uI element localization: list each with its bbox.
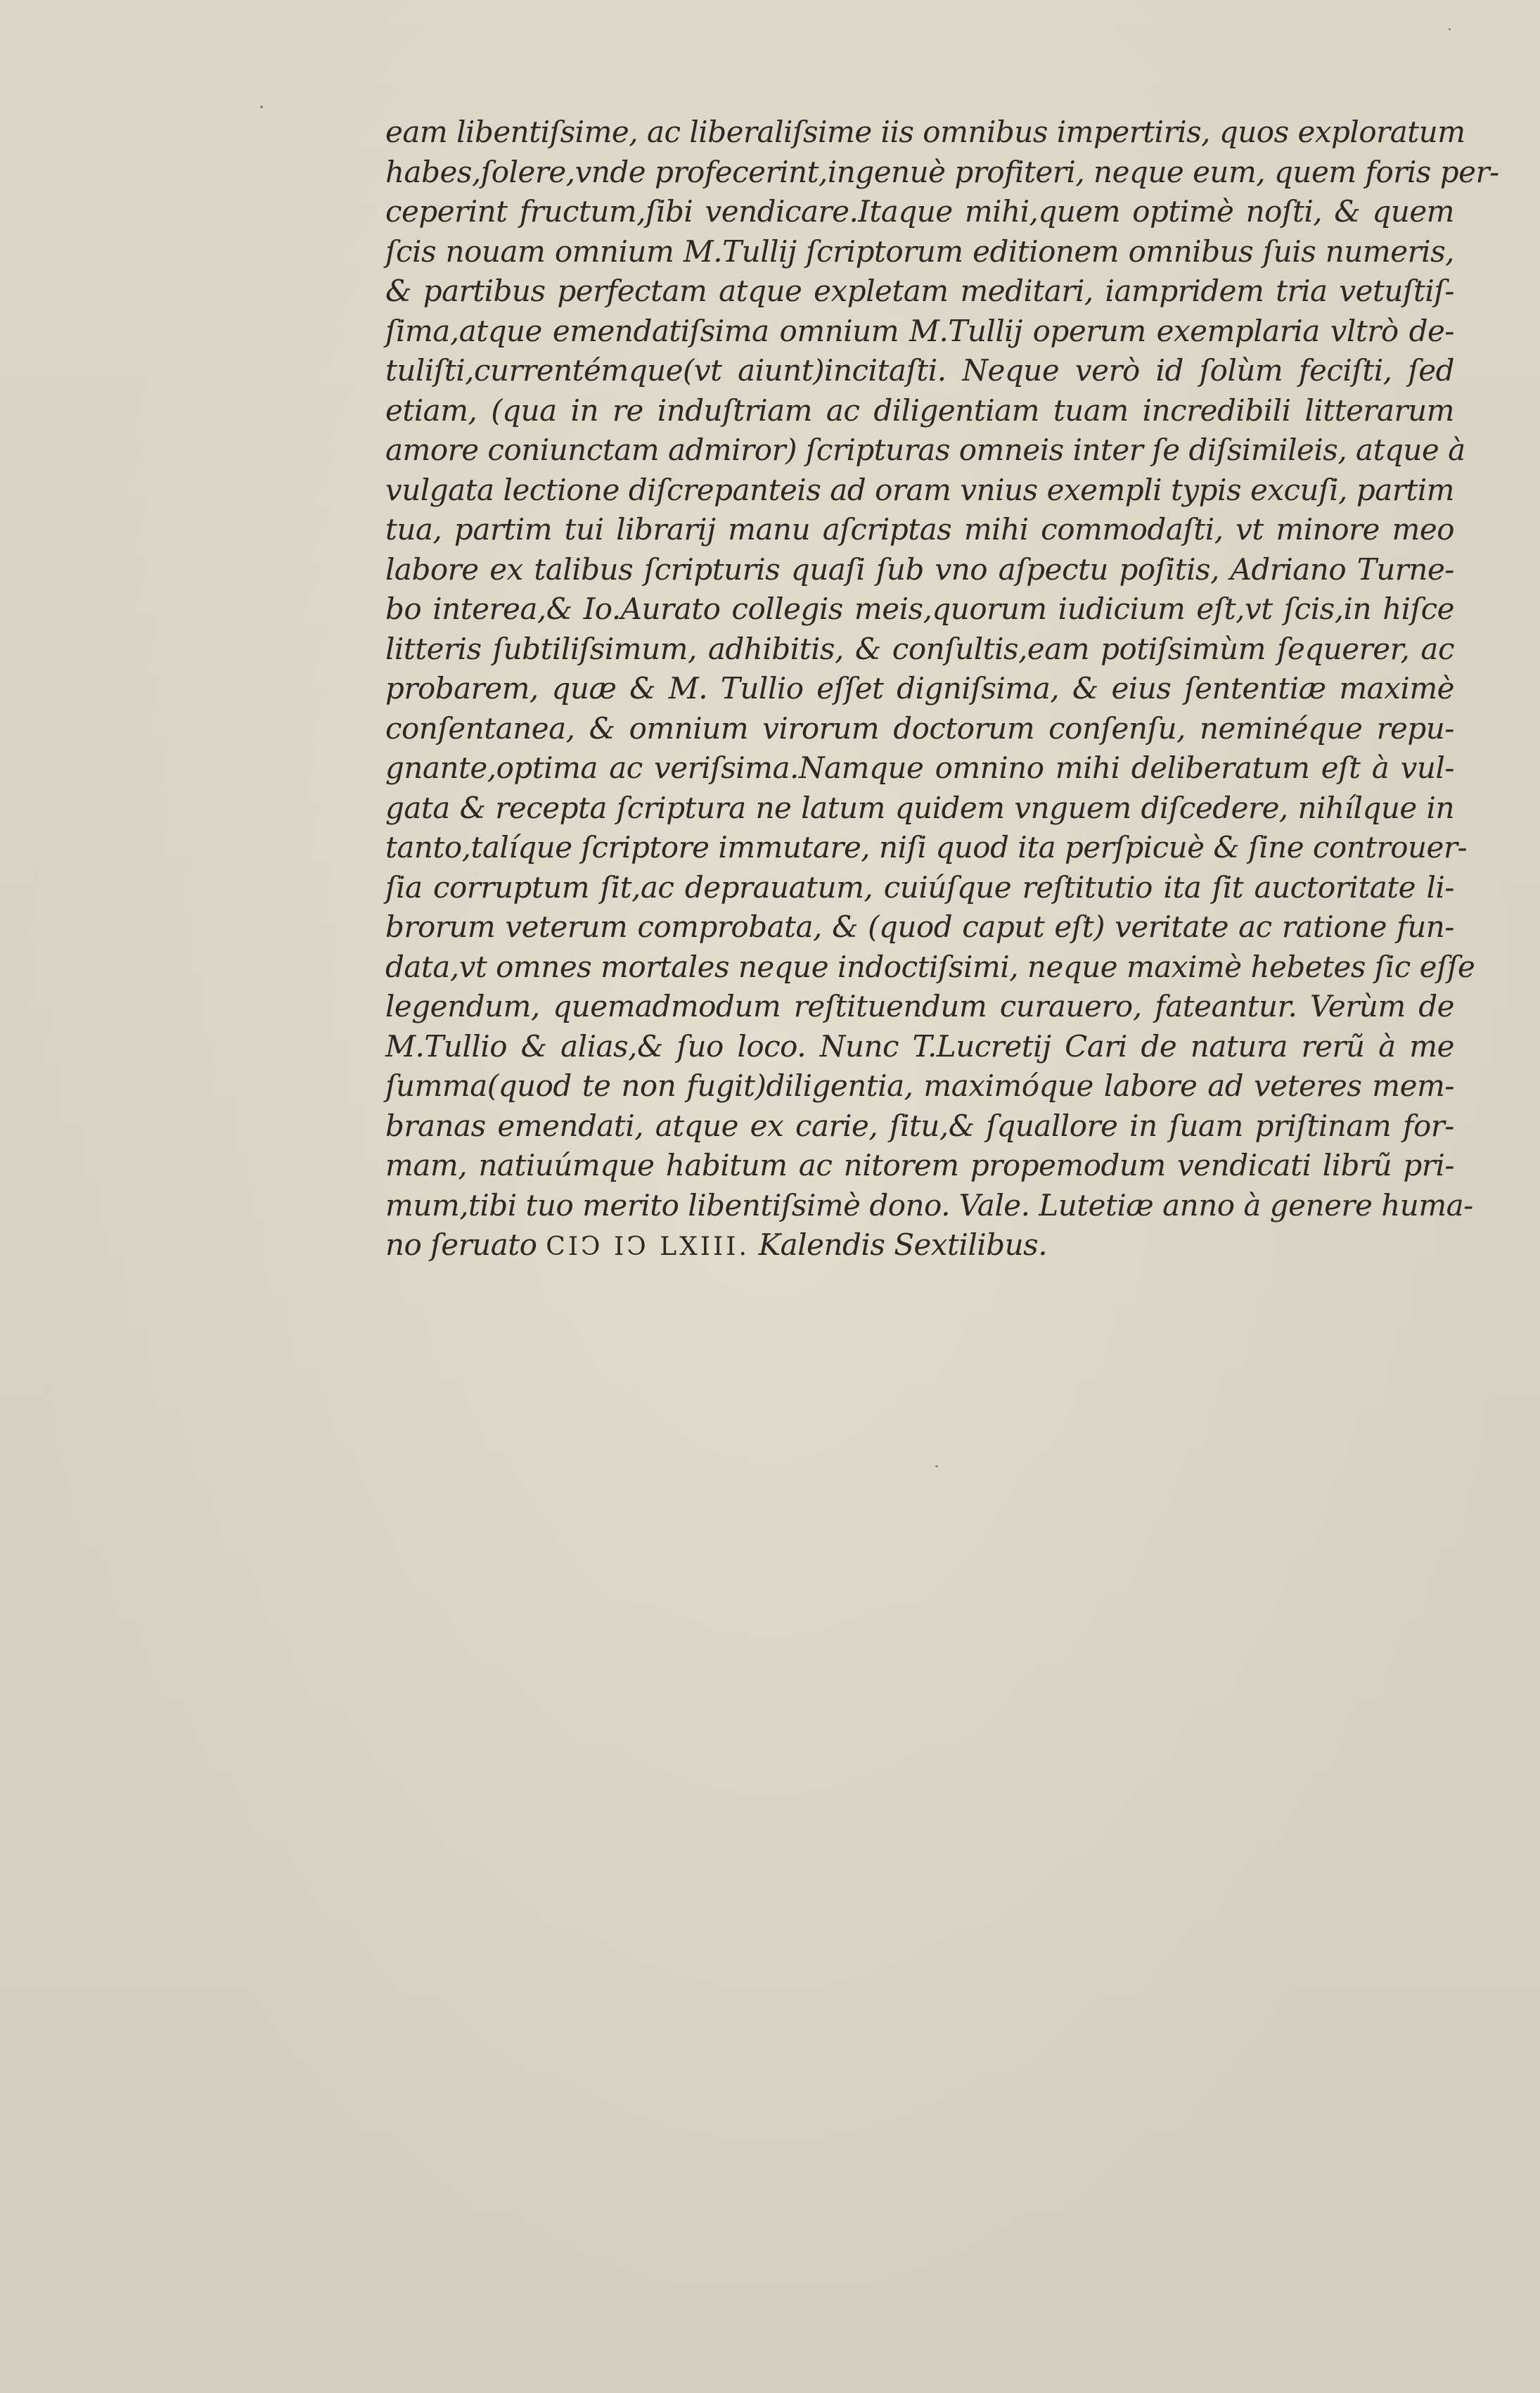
closing-date: Kalendis Sextilibus. <box>758 1227 1048 1262</box>
text-line: amore coniunctam admiror) ſcripturas omneis inter ſe diſsimileis, atque à <box>385 433 1465 467</box>
text-line: gata & recepta ſcriptura ne latum quidem vnguem diſcedere, nihílque in <box>385 790 1454 825</box>
text-line: labore ex talibus ſcripturis quaſi ſub vno aſpectu poſitis, Adriano Turne- <box>385 551 1454 587</box>
letter-text <box>385 113 1499 1265</box>
text-line: M.Tullio & alias,& ſuo loco. Nunc T.Lucretij Cari de natura rerũ à me <box>385 1028 1454 1064</box>
paper-speck <box>1449 28 1451 30</box>
text-line: ceperint fructum,ſibi vendicare.Itaque mihi,quem optimè noſti, & quem <box>385 194 1454 229</box>
text-line: vulgata lectione diſcrepanteis ad oram vnius exempli typis excuſi, partim <box>385 472 1454 507</box>
closing-prefix: no ſeruato <box>385 1227 537 1262</box>
text-line: legendum, quemadmodum reſtituendum curauero, fateantur. Verùm de <box>385 989 1454 1023</box>
text-line: etiam, (qua in re induſtriam ac diligentiam tuam incredibili litterarum <box>385 393 1454 428</box>
closing-year: CIↃ IↃ LXIII. <box>546 1232 750 1261</box>
text-line: tuliſti,currentémque(vt aiunt)incitaſti. Neque verò id ſolùm feciſti, ſed <box>385 353 1454 388</box>
text-line: brorum veterum comprobata, & (quod caput eſt) veritate ac ratione fun- <box>385 910 1454 944</box>
text-line: mum,tibi tuo merito libentiſsimè dono. Vale. Lutetiæ anno à genere huma- <box>385 1187 1473 1223</box>
paper-speck <box>260 106 263 108</box>
text-line: eam libentiſsime, ac liberaliſsime iis omnibus impertiris, quos exploratum <box>385 115 1465 149</box>
text-line: branas emendati, atque ex carie, ſitu,& ſquallore in ſuam priſtinam for- <box>385 1108 1454 1143</box>
text-line: habes,ſolere,vnde profecerint,ingenuè profiteri, neque eum, quem foris per- <box>385 154 1499 189</box>
text-line: ſumma(quod te non fugit)diligentia, maximóque labore ad veteres mem- <box>385 1068 1454 1103</box>
text-line: gnante,optima ac veriſsima.Namque omnino mihi deliberatum eſt à vul- <box>385 751 1454 785</box>
text-line: litteris ſubtiliſsimum, adhibitis, & conſultis,eam potiſsimùm ſequerer, ac <box>385 631 1454 666</box>
text-line: data,vt omnes mortales neque indoctiſsimi, neque maximè hebetes ſic eſſe <box>385 949 1475 984</box>
closing-line <box>385 1225 1454 1265</box>
text-line: mam, natiuúmque habitum ac nitorem propemodum vendicati librũ pri- <box>385 1148 1454 1182</box>
text-line: & partibus perfectam atque expletam meditari, iampridem tria vetuſtiſ- <box>385 274 1454 308</box>
text-line: bo interea,& Io.Aurato collegis meis,quorum iudicium eſt,vt ſcis,in hiſce <box>385 592 1454 626</box>
text-line: ſima,atque emendatiſsima omnium M.Tullij operum exemplaria vltrò de- <box>385 313 1454 348</box>
text-line: conſentanea, & omnium virorum doctorum conſenſu, neminéque repu- <box>385 710 1454 746</box>
paper-speck <box>935 1465 938 1467</box>
text-line: probarem, quæ & M. Tullio eſſet digniſsima, & eius ſententiæ maximè <box>385 671 1454 706</box>
text-line: tua, partim tui librarij manu aſcriptas mihi commodaſti, vt minore meo <box>385 512 1454 547</box>
text-line: tanto,talíque ſcriptore immutare, niſi quod ita perſpicuè & ſine controuer- <box>385 830 1468 864</box>
text-line: ſia corruptum ſit,ac deprauatum, cuiúſque reſtitutio ita ſit auctoritate li- <box>385 869 1454 905</box>
text-line: ſcis nouam omnium M.Tullij ſcriptorum editionem omnibus ſuis numeris, <box>385 234 1454 269</box>
